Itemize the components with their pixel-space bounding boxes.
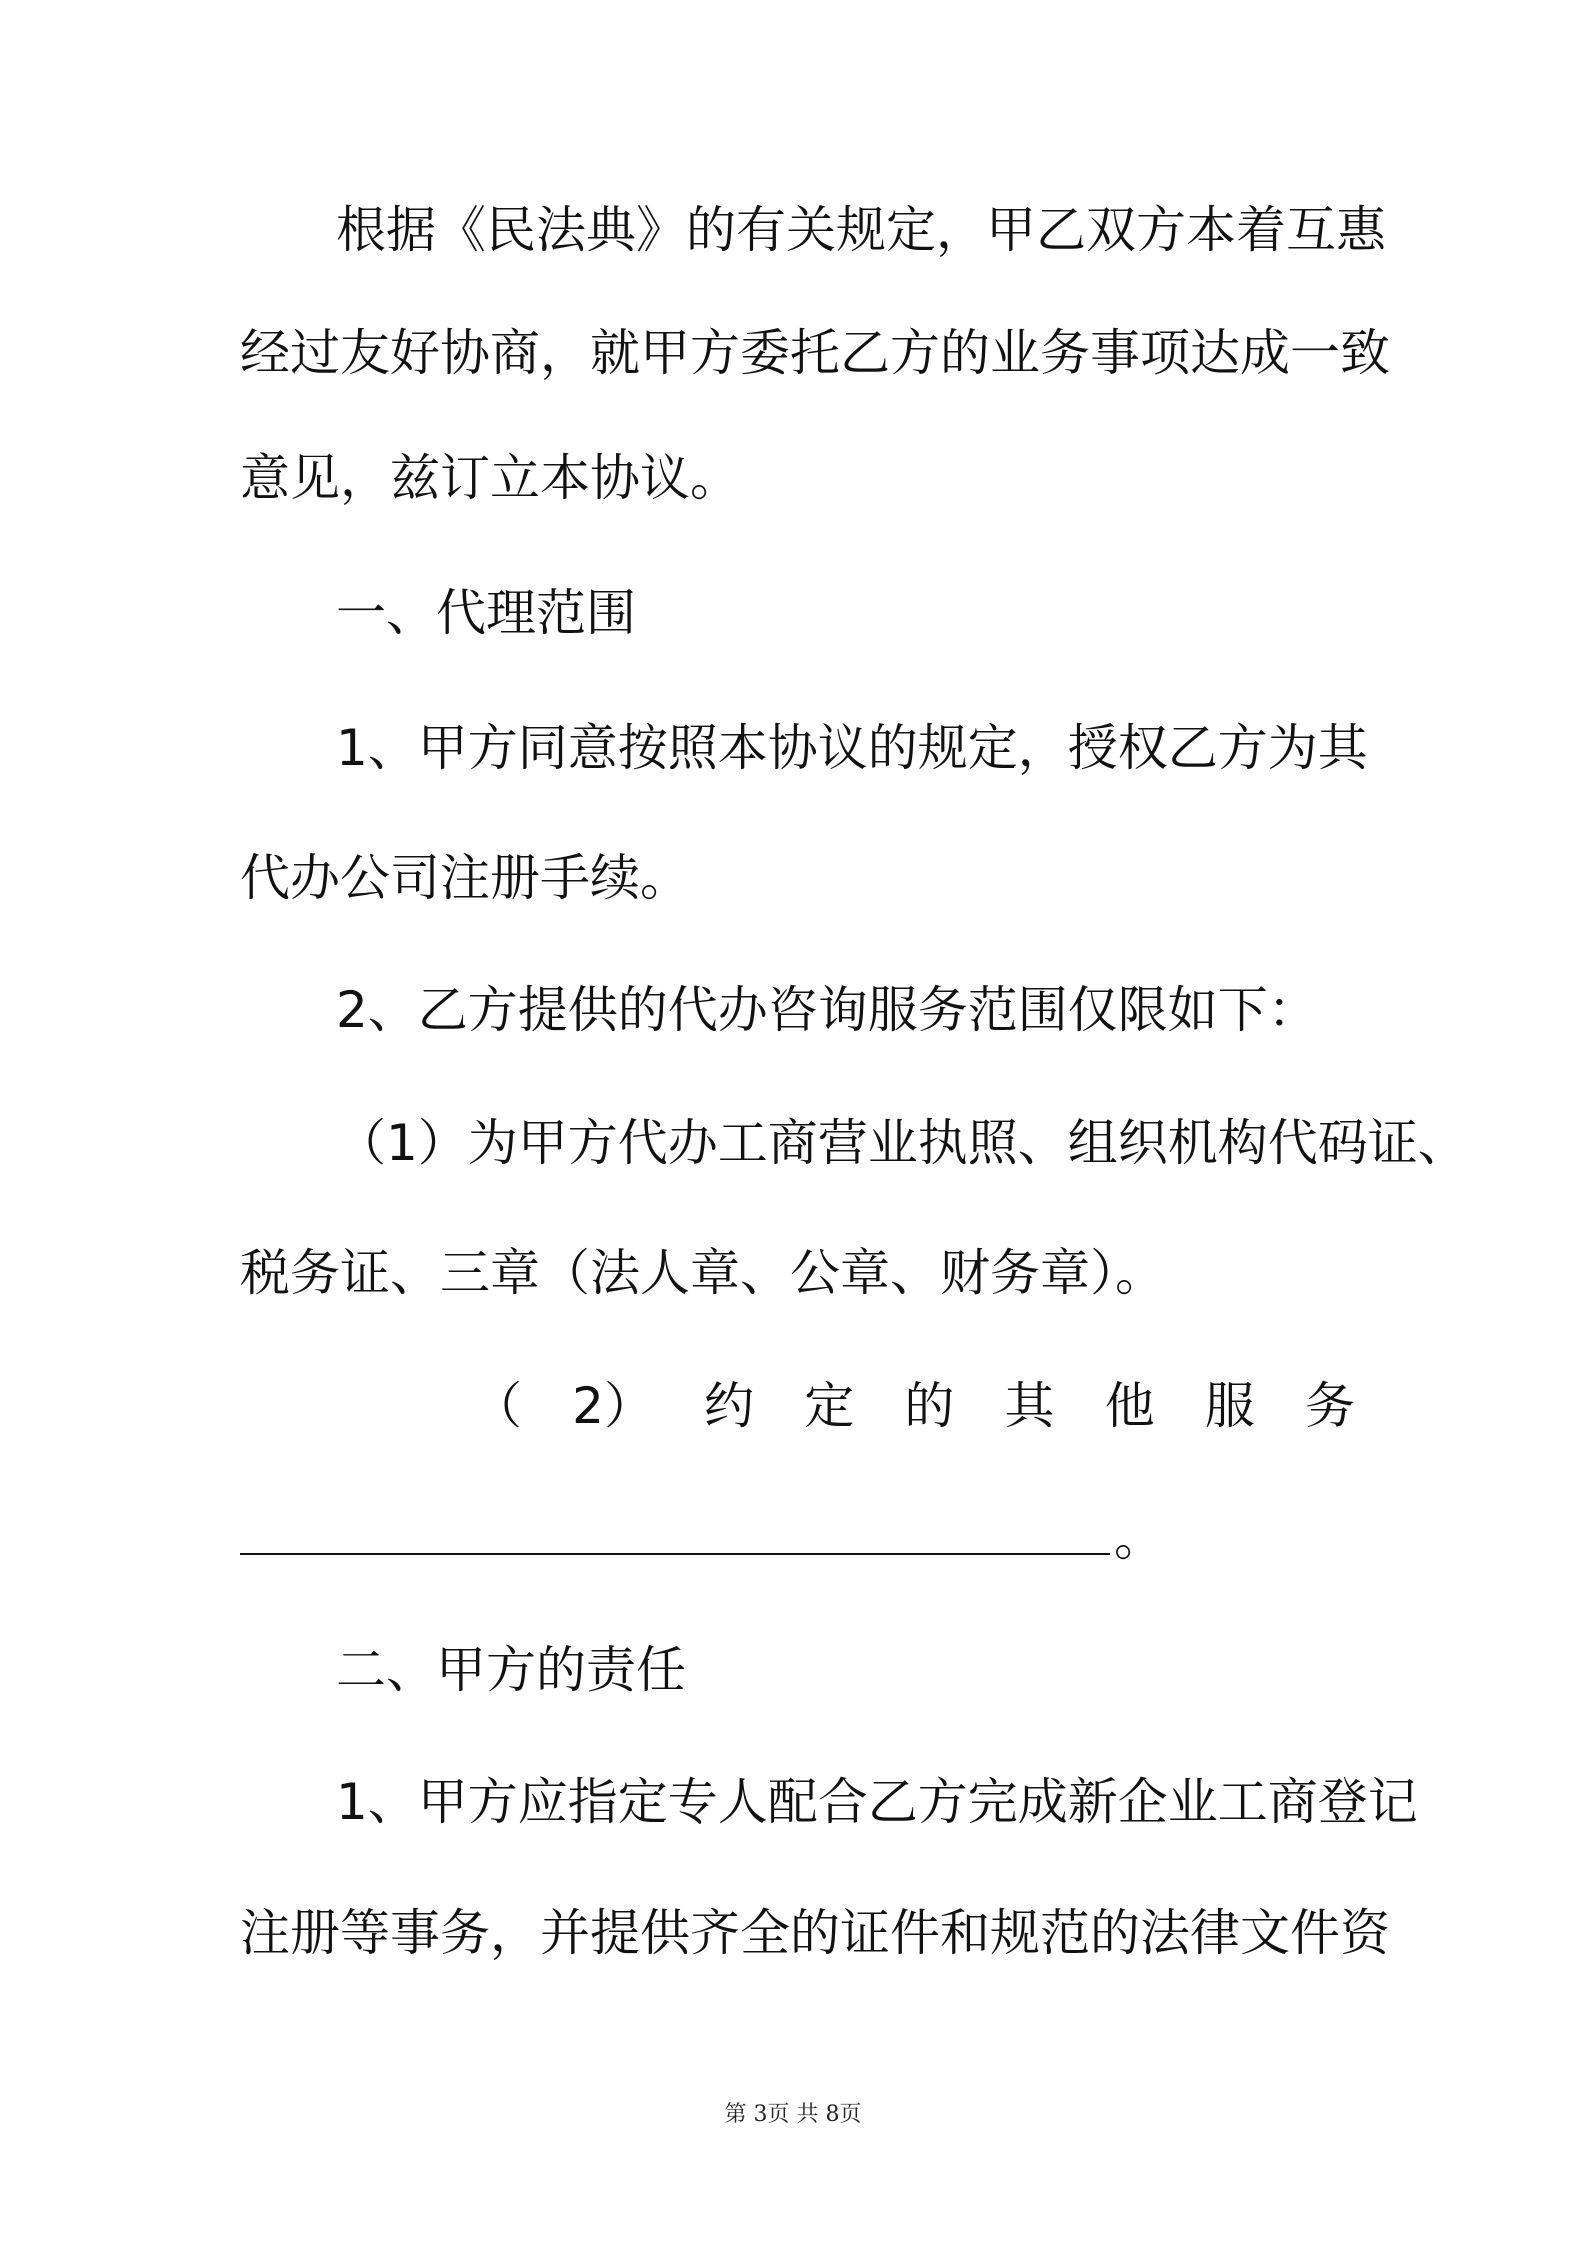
paragraph-line: 注册等事务，并提供齐全的证件和规范的法律文件资 — [240, 1904, 1390, 1962]
spread-token: 的 — [904, 1377, 955, 1435]
blank-underline — [240, 1553, 1110, 1555]
fill-in-blank-line — [240, 1508, 1164, 1568]
paragraph-line: 经过友好协商，就甲方委托乙方的业务事项达成一致 — [240, 324, 1390, 382]
spread-token: 2） — [572, 1377, 654, 1435]
paragraph-line: 意见，兹订立本协议。 — [240, 449, 740, 507]
paragraph-line: 1、甲方应指定专人配合乙方完成新企业工商登记 — [336, 1773, 1418, 1831]
page-footer: 第 3页 共 8页 — [724, 2102, 862, 2127]
spread-token: 服 — [1204, 1377, 1255, 1435]
spread-token: （ — [472, 1377, 522, 1435]
section-heading: 一、代理范围 — [336, 584, 636, 642]
spread-token: 约 — [704, 1377, 755, 1435]
spread-token: 务 — [1304, 1377, 1355, 1435]
section-heading: 二、甲方的责任 — [336, 1641, 686, 1699]
paragraph-line: （1）为甲方代办工商营业执照、组织机构代码证、 — [336, 1114, 1468, 1172]
spread-token: 定 — [804, 1377, 855, 1435]
paragraph-line: 代办公司注册手续。 — [240, 849, 690, 907]
paragraph-line: 2、乙方提供的代办咨询服务范围仅限如下： — [336, 981, 1318, 1039]
spread-token: 他 — [1104, 1377, 1155, 1435]
paragraph-line: 税务证、三章（法人章、公章、财务章）。 — [240, 1244, 1165, 1302]
spread-token: 其 — [1004, 1377, 1055, 1435]
paragraph-line: 1、甲方同意按照本协议的规定，授权乙方为其 — [336, 719, 1368, 777]
spread-paragraph-line — [472, 1376, 1355, 1436]
blank-end-punctuation: 。 — [1114, 1509, 1164, 1567]
paragraph-line: 根据《民法典》的有关规定，甲乙双方本着互惠 — [336, 201, 1386, 259]
